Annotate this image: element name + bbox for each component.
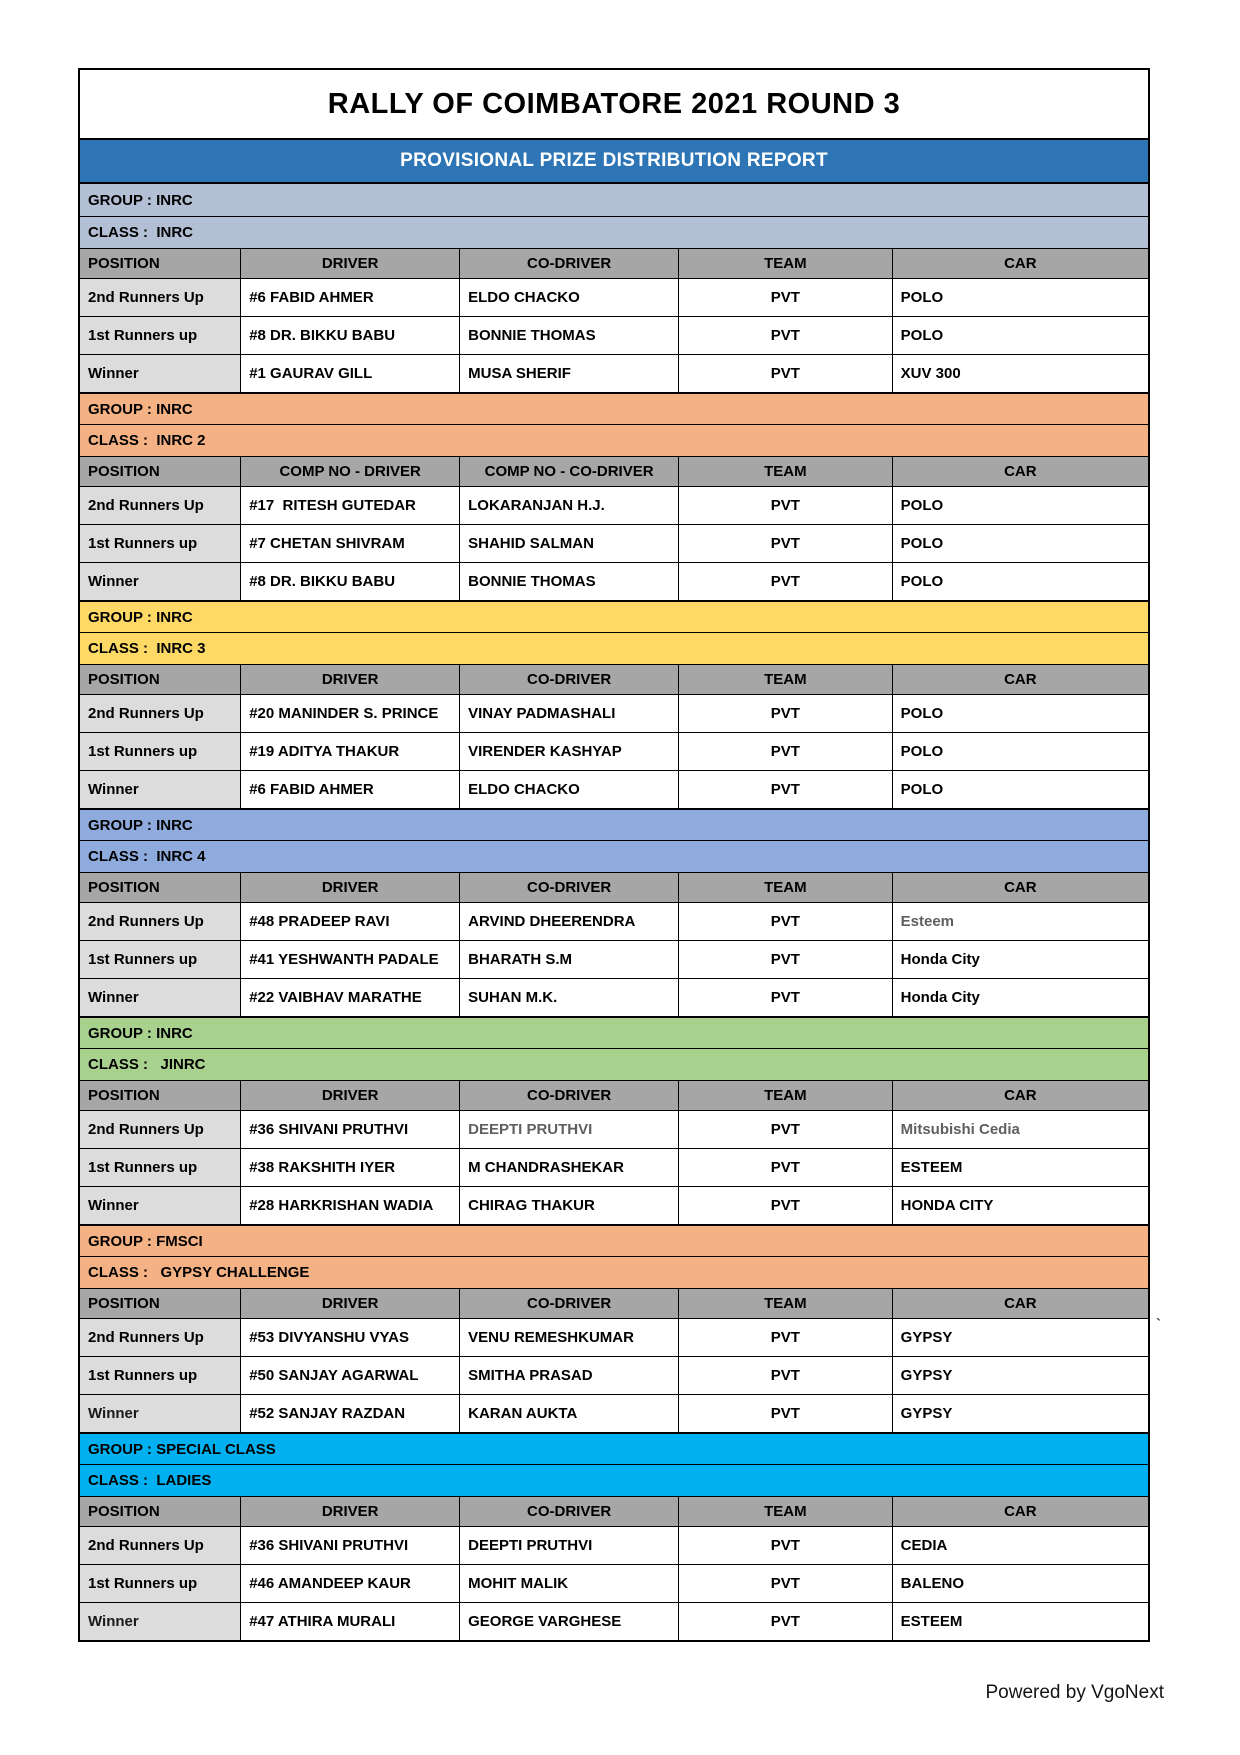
cell-car: Esteem: [892, 902, 1148, 940]
cell-car: BALENO: [892, 1564, 1148, 1602]
column-header-row: [80, 1496, 1148, 1526]
cell-car: POLO: [892, 278, 1148, 316]
column-header-car: CAR: [892, 1288, 1148, 1318]
cell-team: PVT: [678, 562, 892, 600]
class-header: CLASS : INRC 4: [80, 840, 1148, 872]
column-header-driver: DRIVER: [240, 248, 459, 278]
column-header-row: [80, 664, 1148, 694]
group-header: GROUP : INRC: [80, 808, 1148, 840]
cell-driver: #8 DR. BIKKU BABU: [240, 316, 459, 354]
cell-position: 1st Runners up: [80, 1148, 240, 1186]
cell-driver: #36 SHIVANI PRUTHVI: [240, 1526, 459, 1564]
table-row: [80, 486, 1148, 524]
column-header-team: TEAM: [678, 1288, 892, 1318]
cell-car: Honda City: [892, 978, 1148, 1016]
prize-section-3: [80, 600, 1148, 808]
cell-driver: #38 RAKSHITH IYER: [240, 1148, 459, 1186]
table-row: [80, 1394, 1148, 1432]
cell-driver: #7 CHETAN SHIVRAM: [240, 524, 459, 562]
cell-codriver: VINAY PADMASHALI: [459, 694, 678, 732]
table-row: [80, 1356, 1148, 1394]
column-header-car: CAR: [892, 248, 1148, 278]
cell-codriver: SUHAN M.K.: [459, 978, 678, 1016]
cell-driver: #41 YESHWANTH PADALE: [240, 940, 459, 978]
cell-driver: #19 ADITYA THAKUR: [240, 732, 459, 770]
cell-car: Honda City: [892, 940, 1148, 978]
cell-team: PVT: [678, 1602, 892, 1640]
cell-position: Winner: [80, 562, 240, 600]
table-row: [80, 524, 1148, 562]
cell-codriver: VIRENDER KASHYAP: [459, 732, 678, 770]
column-header-car: CAR: [892, 664, 1148, 694]
cell-codriver: MUSA SHERIF: [459, 354, 678, 392]
cell-car: ESTEEM: [892, 1148, 1148, 1186]
cell-position: 2nd Runners Up: [80, 1110, 240, 1148]
cell-driver: #53 DIVYANSHU VYAS: [240, 1318, 459, 1356]
cell-position: 2nd Runners Up: [80, 902, 240, 940]
cell-codriver: BONNIE THOMAS: [459, 562, 678, 600]
group-header: GROUP : INRC: [80, 184, 1148, 216]
column-header-car: CAR: [892, 872, 1148, 902]
column-header-driver: DRIVER: [240, 1080, 459, 1110]
cell-codriver: CHIRAG THAKUR: [459, 1186, 678, 1224]
cell-car: POLO: [892, 486, 1148, 524]
class-header: CLASS : INRC 2: [80, 424, 1148, 456]
sections: [80, 184, 1148, 1640]
column-header-position: POSITION: [80, 1288, 240, 1318]
column-header-codriver: CO-DRIVER: [459, 1496, 678, 1526]
cell-team: PVT: [678, 1110, 892, 1148]
cell-team: PVT: [678, 486, 892, 524]
cell-car: CEDIA: [892, 1526, 1148, 1564]
prize-section-1: [80, 184, 1148, 392]
cell-car: GYPSY: [892, 1394, 1148, 1432]
cell-team: PVT: [678, 524, 892, 562]
column-header-codriver: CO-DRIVER: [459, 1288, 678, 1318]
cell-car: GYPSY: [892, 1318, 1148, 1356]
group-header: GROUP : INRC: [80, 600, 1148, 632]
cell-driver: #6 FABID AHMER: [240, 278, 459, 316]
cell-car: POLO: [892, 732, 1148, 770]
cell-codriver: GEORGE VARGHESE: [459, 1602, 678, 1640]
column-header-driver: DRIVER: [240, 1288, 459, 1318]
column-header-driver: DRIVER: [240, 664, 459, 694]
column-header-team: TEAM: [678, 1080, 892, 1110]
cell-position: 1st Runners up: [80, 732, 240, 770]
prize-section-6: [80, 1224, 1148, 1432]
column-header-codriver: COMP NO - CO-DRIVER: [459, 456, 678, 486]
column-header-team: TEAM: [678, 248, 892, 278]
prize-section-2: [80, 392, 1148, 600]
column-header-driver: COMP NO - DRIVER: [240, 456, 459, 486]
cell-team: PVT: [678, 1186, 892, 1224]
group-header: GROUP : SPECIAL CLASS: [80, 1432, 1148, 1464]
cell-driver: #20 MANINDER S. PRINCE: [240, 694, 459, 732]
column-header-codriver: CO-DRIVER: [459, 664, 678, 694]
cell-position: Winner: [80, 1602, 240, 1640]
cell-team: PVT: [678, 1526, 892, 1564]
cell-team: PVT: [678, 732, 892, 770]
table-row: [80, 562, 1148, 600]
cell-team: PVT: [678, 902, 892, 940]
table-row: [80, 316, 1148, 354]
prize-section-7: [80, 1432, 1148, 1640]
column-header-row: [80, 1288, 1148, 1318]
group-header: GROUP : INRC: [80, 1016, 1148, 1048]
cell-car: POLO: [892, 524, 1148, 562]
cell-team: PVT: [678, 316, 892, 354]
cell-driver: #47 ATHIRA MURALI: [240, 1602, 459, 1640]
cell-position: Winner: [80, 1394, 240, 1432]
cell-driver: #36 SHIVANI PRUTHVI: [240, 1110, 459, 1148]
column-header-car: CAR: [892, 1496, 1148, 1526]
cell-car: POLO: [892, 316, 1148, 354]
cell-driver: #8 DR. BIKKU BABU: [240, 562, 459, 600]
cell-position: 2nd Runners Up: [80, 1318, 240, 1356]
cell-codriver: ARVIND DHEERENDRA: [459, 902, 678, 940]
table-row: [80, 902, 1148, 940]
report-subtitle: PROVISIONAL PRIZE DISTRIBUTION REPORT: [400, 150, 828, 171]
column-header-codriver: CO-DRIVER: [459, 248, 678, 278]
cell-codriver: MOHIT MALIK: [459, 1564, 678, 1602]
cell-position: 1st Runners up: [80, 316, 240, 354]
column-header-position: POSITION: [80, 664, 240, 694]
table-row: [80, 1148, 1148, 1186]
cell-codriver: ELDO CHACKO: [459, 770, 678, 808]
report-subtitle-banner: [80, 140, 1148, 184]
cell-position: 1st Runners up: [80, 1564, 240, 1602]
cell-position: Winner: [80, 1186, 240, 1224]
column-header-position: POSITION: [80, 1080, 240, 1110]
cell-position: 1st Runners up: [80, 1356, 240, 1394]
class-header: CLASS : JINRC: [80, 1048, 1148, 1080]
column-header-team: TEAM: [678, 664, 892, 694]
footer-credit: Powered by VgoNext: [985, 1682, 1164, 1703]
column-header-codriver: CO-DRIVER: [459, 1080, 678, 1110]
column-header-position: POSITION: [80, 248, 240, 278]
cell-car: ESTEEM: [892, 1602, 1148, 1640]
cell-car: GYPSY: [892, 1356, 1148, 1394]
cell-position: 2nd Runners Up: [80, 1526, 240, 1564]
cell-position: 2nd Runners Up: [80, 486, 240, 524]
column-header-row: [80, 248, 1148, 278]
column-header-position: POSITION: [80, 872, 240, 902]
cell-driver: #28 HARKRISHAN WADIA: [240, 1186, 459, 1224]
cell-driver: #6 FABID AHMER: [240, 770, 459, 808]
table-row: [80, 354, 1148, 392]
cell-position: Winner: [80, 978, 240, 1016]
column-header-row: [80, 1080, 1148, 1110]
cell-car: Mitsubishi Cedia: [892, 1110, 1148, 1148]
cell-position: 1st Runners up: [80, 940, 240, 978]
cell-team: PVT: [678, 278, 892, 316]
column-header-codriver: CO-DRIVER: [459, 872, 678, 902]
column-header-row: [80, 872, 1148, 902]
column-header-car: CAR: [892, 456, 1148, 486]
class-header: CLASS : INRC 3: [80, 632, 1148, 664]
cell-driver: #48 PRADEEP RAVI: [240, 902, 459, 940]
cell-position: 2nd Runners Up: [80, 694, 240, 732]
cell-team: PVT: [678, 1318, 892, 1356]
cell-codriver: DEEPTI PRUTHVI: [459, 1526, 678, 1564]
cell-team: PVT: [678, 770, 892, 808]
cell-team: PVT: [678, 1564, 892, 1602]
table-row: [80, 940, 1148, 978]
group-header: GROUP : INRC: [80, 392, 1148, 424]
cell-car: POLO: [892, 562, 1148, 600]
cell-position: 2nd Runners Up: [80, 278, 240, 316]
column-header-driver: DRIVER: [240, 872, 459, 902]
table-row: [80, 978, 1148, 1016]
report-document: [78, 68, 1150, 1642]
column-header-team: TEAM: [678, 456, 892, 486]
cell-driver: #17 RITESH GUTEDAR: [240, 486, 459, 524]
cell-codriver: VENU REMESHKUMAR: [459, 1318, 678, 1356]
cell-team: PVT: [678, 940, 892, 978]
table-row: [80, 1602, 1148, 1640]
column-header-car: CAR: [892, 1080, 1148, 1110]
column-header-position: POSITION: [80, 456, 240, 486]
column-header-row: [80, 456, 1148, 486]
cell-codriver: SMITHA PRASAD: [459, 1356, 678, 1394]
cell-codriver: DEEPTI PRUTHVI: [459, 1110, 678, 1148]
cell-car: XUV 300: [892, 354, 1148, 392]
cell-car: POLO: [892, 694, 1148, 732]
cell-driver: #52 SANJAY RAZDAN: [240, 1394, 459, 1432]
table-row: [80, 732, 1148, 770]
table-row: [80, 770, 1148, 808]
table-row: [80, 1318, 1148, 1356]
class-header: CLASS : INRC: [80, 216, 1148, 248]
cell-team: PVT: [678, 354, 892, 392]
table-row: [80, 694, 1148, 732]
cell-team: PVT: [678, 1148, 892, 1186]
cell-car: HONDA CITY: [892, 1186, 1148, 1224]
report-title-box: [80, 70, 1148, 140]
class-header: CLASS : GYPSY CHALLENGE: [80, 1256, 1148, 1288]
cell-codriver: LOKARANJAN H.J.: [459, 486, 678, 524]
group-header: GROUP : FMSCI: [80, 1224, 1148, 1256]
prize-section-5: [80, 1016, 1148, 1224]
cell-position: 1st Runners up: [80, 524, 240, 562]
column-header-team: TEAM: [678, 1496, 892, 1526]
cell-position: Winner: [80, 354, 240, 392]
table-row: [80, 278, 1148, 316]
cell-codriver: SHAHID SALMAN: [459, 524, 678, 562]
cell-driver: #46 AMANDEEP KAUR: [240, 1564, 459, 1602]
table-row: [80, 1526, 1148, 1564]
column-header-team: TEAM: [678, 872, 892, 902]
cell-codriver: BONNIE THOMAS: [459, 316, 678, 354]
table-row: [80, 1186, 1148, 1224]
cell-team: PVT: [678, 1394, 892, 1432]
cell-codriver: KARAN AUKTA: [459, 1394, 678, 1432]
cell-driver: #1 GAURAV GILL: [240, 354, 459, 392]
cell-codriver: ELDO CHACKO: [459, 278, 678, 316]
cell-driver: #22 VAIBHAV MARATHE: [240, 978, 459, 1016]
cell-driver: #50 SANJAY AGARWAL: [240, 1356, 459, 1394]
table-row: [80, 1110, 1148, 1148]
table-row: [80, 1564, 1148, 1602]
cell-car: POLO: [892, 770, 1148, 808]
class-header: CLASS : LADIES: [80, 1464, 1148, 1496]
cell-team: PVT: [678, 1356, 892, 1394]
report-title: RALLY OF COIMBATORE 2021 ROUND 3: [327, 87, 901, 120]
column-header-position: POSITION: [80, 1496, 240, 1526]
cell-codriver: M CHANDRASHEKAR: [459, 1148, 678, 1186]
prize-section-4: [80, 808, 1148, 1016]
column-header-driver: DRIVER: [240, 1496, 459, 1526]
cell-position: Winner: [80, 770, 240, 808]
stray-mark: `: [1156, 1316, 1161, 1333]
cell-team: PVT: [678, 694, 892, 732]
cell-codriver: BHARATH S.M: [459, 940, 678, 978]
cell-team: PVT: [678, 978, 892, 1016]
